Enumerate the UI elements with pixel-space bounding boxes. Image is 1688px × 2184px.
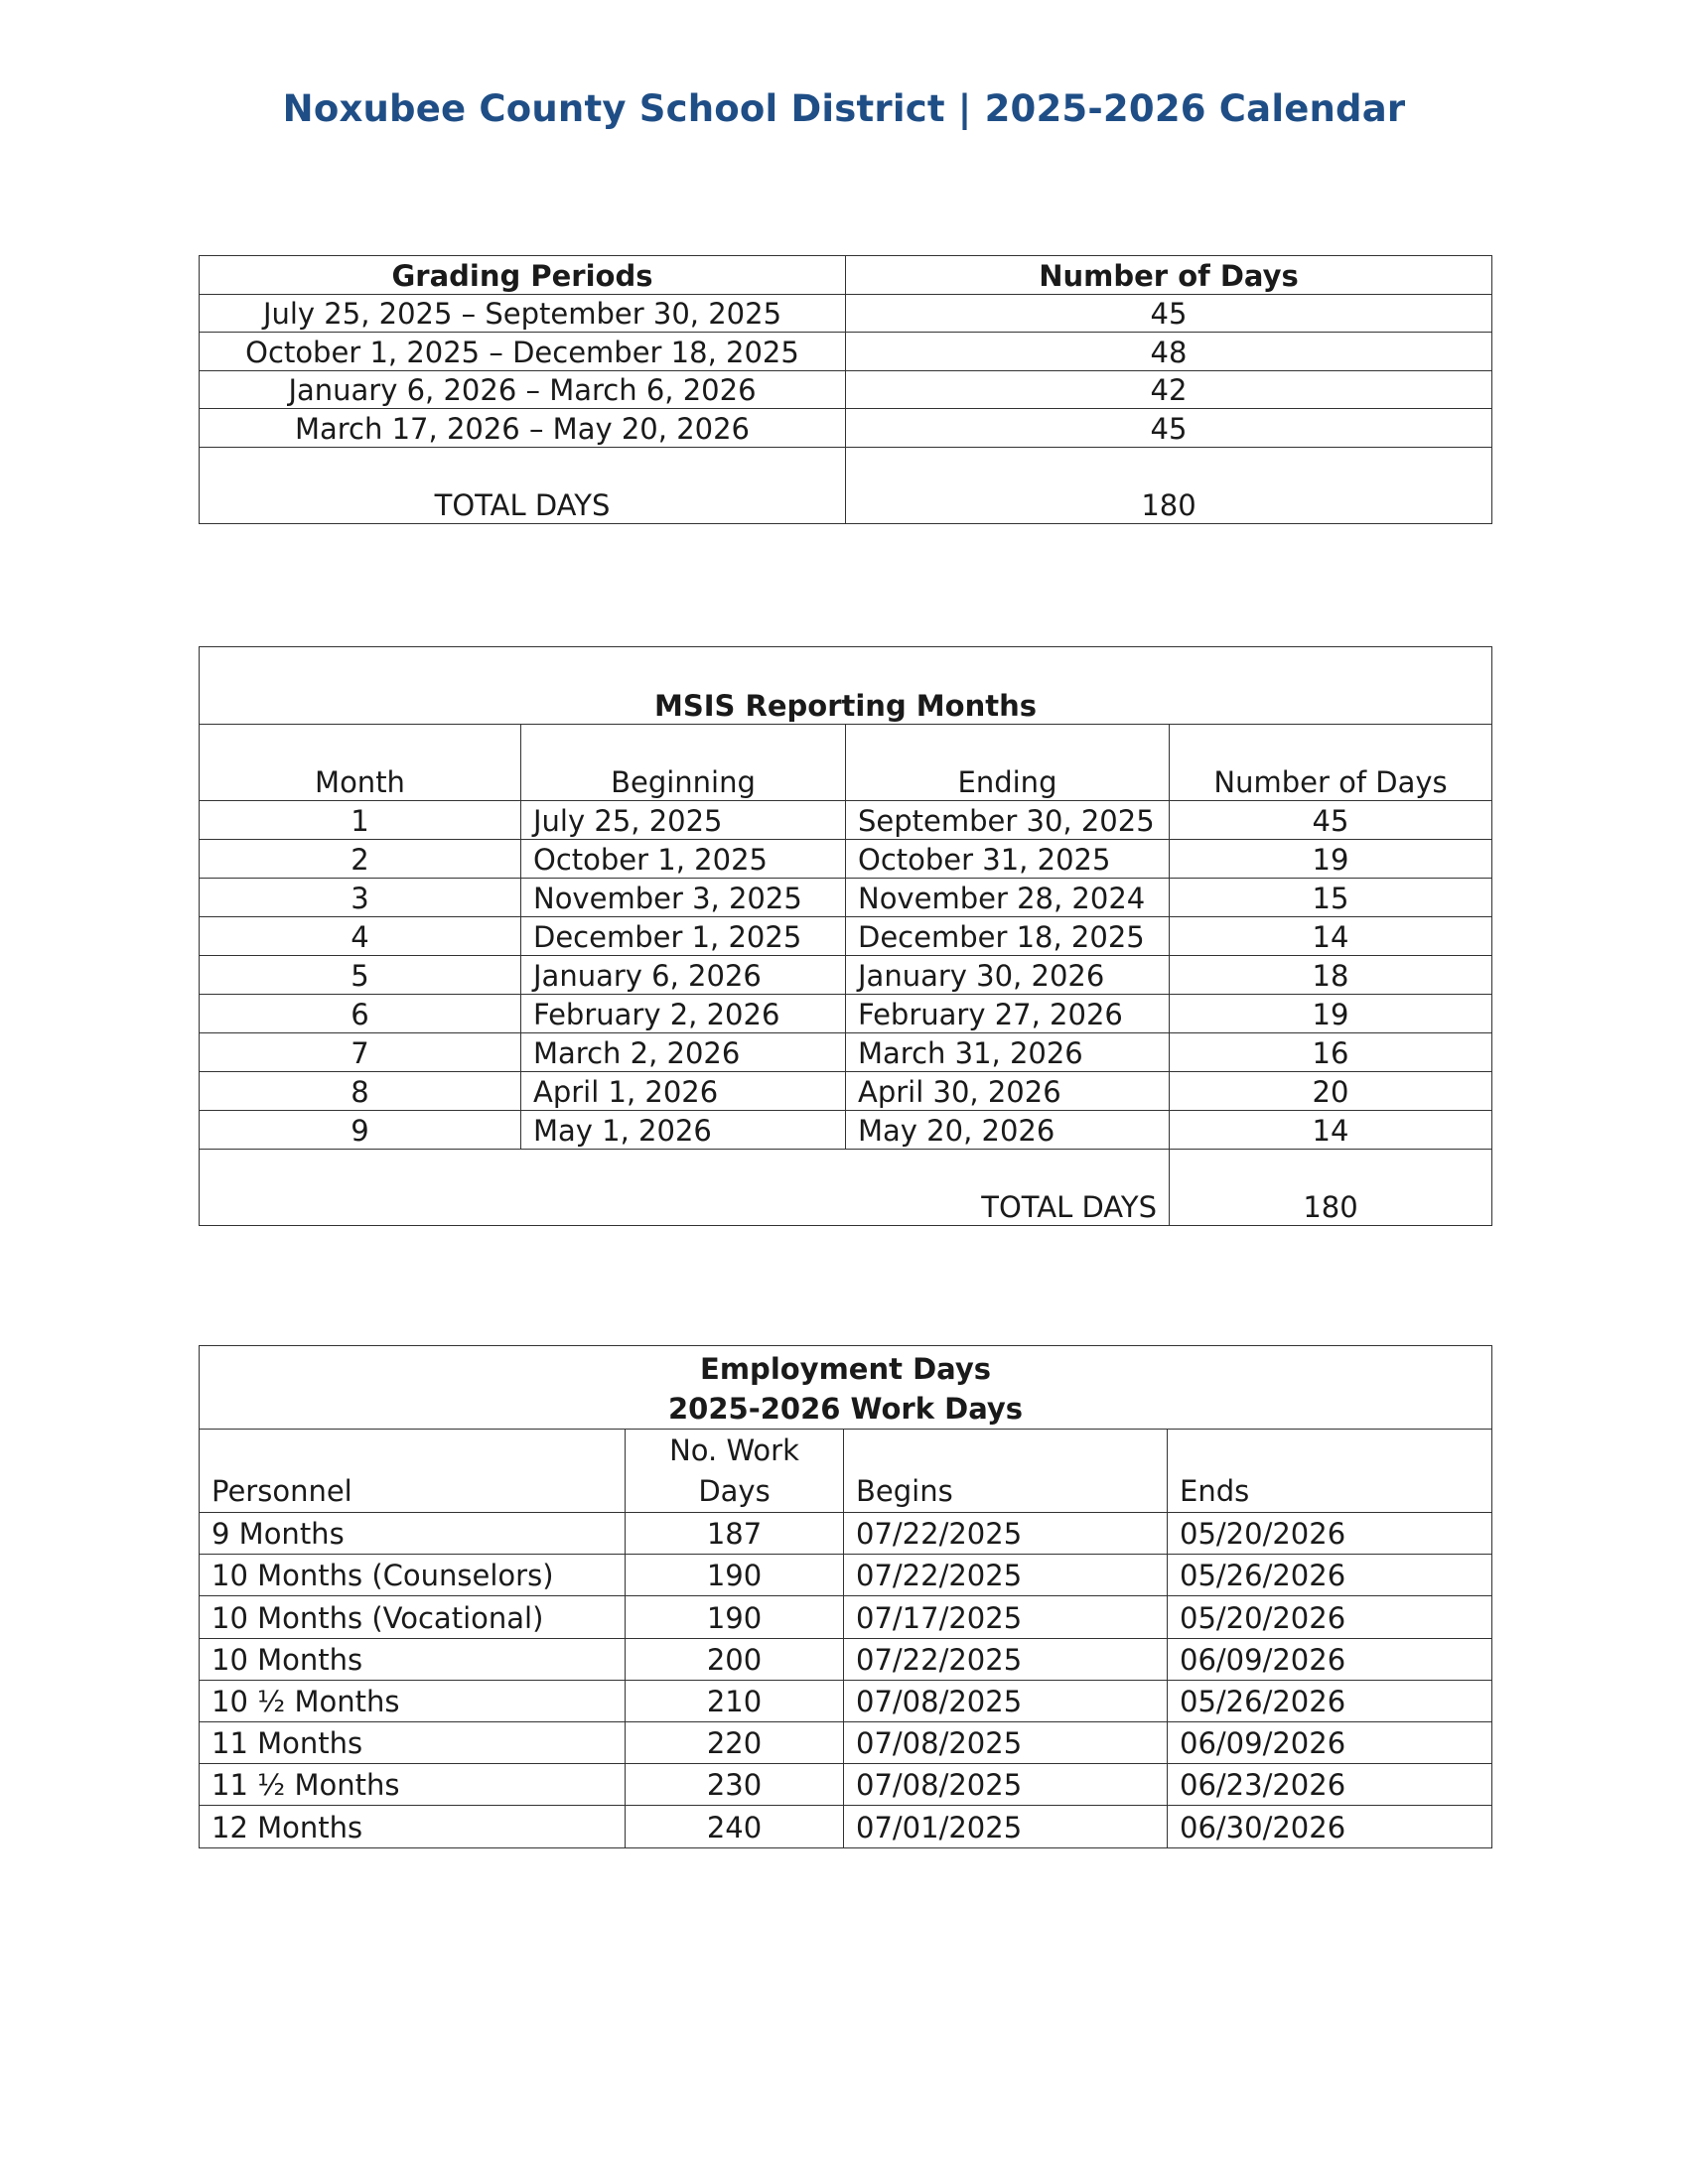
table-row: [200, 956, 1492, 995]
table-title: MSIS Reporting Months: [200, 647, 1492, 725]
days-cell: 14: [1170, 1111, 1492, 1150]
grading-period-cell: July 25, 2025 – September 30, 2025: [200, 294, 846, 333]
total-row: [200, 1150, 1492, 1226]
column-header: Beginning: [521, 725, 846, 801]
column-header: Ends: [1168, 1430, 1492, 1513]
column-header: Grading Periods: [200, 256, 846, 295]
personnel-cell: 10 Months (Counselors): [200, 1555, 626, 1596]
grading-period-cell: March 17, 2026 – May 20, 2026: [200, 409, 846, 448]
days-cell: 45: [846, 409, 1492, 448]
table-row: [200, 1721, 1492, 1763]
table-row: [200, 879, 1492, 917]
total-value: 180: [846, 447, 1492, 523]
employment-days-table: [199, 1345, 1492, 1848]
work-days-cell: 190: [626, 1596, 844, 1638]
column-header: [626, 1430, 844, 1513]
table-row: [200, 1111, 1492, 1150]
table-title-row: [200, 1346, 1492, 1430]
table-row: [200, 1072, 1492, 1111]
column-header: Ending: [846, 725, 1170, 801]
ends-cell: 05/20/2026: [1168, 1513, 1492, 1555]
total-value: 180: [1170, 1150, 1492, 1226]
days-cell: 14: [1170, 917, 1492, 956]
ends-cell: 06/30/2026: [1168, 1806, 1492, 1847]
personnel-cell: 10 ½ Months: [200, 1680, 626, 1721]
table-title: [200, 1346, 1492, 1430]
days-cell: 16: [1170, 1033, 1492, 1072]
table-title-row: [200, 647, 1492, 725]
column-header: Number of Days: [1170, 725, 1492, 801]
ends-cell: 05/20/2026: [1168, 1596, 1492, 1638]
days-cell: 45: [1170, 801, 1492, 840]
column-header-line: No. Work: [669, 1433, 799, 1467]
total-label: TOTAL DAYS: [200, 1150, 1170, 1226]
msis-reporting-table: [199, 646, 1492, 1226]
table-row: [200, 294, 1492, 333]
month-cell: 3: [200, 879, 521, 917]
days-cell: 45: [846, 294, 1492, 333]
month-cell: 9: [200, 1111, 521, 1150]
work-days-cell: 200: [626, 1638, 844, 1680]
ends-cell: 05/26/2026: [1168, 1555, 1492, 1596]
begins-cell: 07/08/2025: [844, 1764, 1168, 1806]
table-row: [200, 801, 1492, 840]
beginning-cell: April 1, 2026: [521, 1072, 846, 1111]
begins-cell: 07/22/2025: [844, 1513, 1168, 1555]
beginning-cell: January 6, 2026: [521, 956, 846, 995]
table-row: [200, 409, 1492, 448]
personnel-cell: 10 Months: [200, 1638, 626, 1680]
table-row: [200, 1555, 1492, 1596]
total-label: TOTAL DAYS: [200, 447, 846, 523]
table-row: [200, 1638, 1492, 1680]
table-title-line: Employment Days: [700, 1351, 991, 1386]
table-header-row: [200, 256, 1492, 295]
table-row: [200, 1806, 1492, 1847]
table-header-row: [200, 725, 1492, 801]
column-header-line: Days: [698, 1474, 771, 1508]
table-row: [200, 840, 1492, 879]
personnel-cell: 11 ½ Months: [200, 1764, 626, 1806]
days-cell: 19: [1170, 840, 1492, 879]
table-row: [200, 917, 1492, 956]
days-cell: 18: [1170, 956, 1492, 995]
begins-cell: 07/08/2025: [844, 1721, 1168, 1763]
column-header: Personnel: [200, 1430, 626, 1513]
column-header: Number of Days: [846, 256, 1492, 295]
ending-cell: April 30, 2026: [846, 1072, 1170, 1111]
begins-cell: 07/22/2025: [844, 1638, 1168, 1680]
column-header: Begins: [844, 1430, 1168, 1513]
begins-cell: 07/01/2025: [844, 1806, 1168, 1847]
work-days-cell: 230: [626, 1764, 844, 1806]
ending-cell: March 31, 2026: [846, 1033, 1170, 1072]
days-cell: 20: [1170, 1072, 1492, 1111]
month-cell: 8: [200, 1072, 521, 1111]
ending-cell: November 28, 2024: [846, 879, 1170, 917]
personnel-cell: 11 Months: [200, 1721, 626, 1763]
ends-cell: 06/09/2026: [1168, 1638, 1492, 1680]
personnel-cell: 10 Months (Vocational): [200, 1596, 626, 1638]
month-cell: 4: [200, 917, 521, 956]
days-cell: 19: [1170, 995, 1492, 1033]
ends-cell: 06/09/2026: [1168, 1721, 1492, 1763]
days-cell: 42: [846, 370, 1492, 409]
beginning-cell: February 2, 2026: [521, 995, 846, 1033]
beginning-cell: March 2, 2026: [521, 1033, 846, 1072]
work-days-cell: 210: [626, 1680, 844, 1721]
begins-cell: 07/08/2025: [844, 1680, 1168, 1721]
month-cell: 7: [200, 1033, 521, 1072]
table-row: [200, 1033, 1492, 1072]
table-row: [200, 1596, 1492, 1638]
column-header: Month: [200, 725, 521, 801]
month-cell: 1: [200, 801, 521, 840]
grading-period-cell: January 6, 2026 – March 6, 2026: [200, 370, 846, 409]
beginning-cell: October 1, 2025: [521, 840, 846, 879]
beginning-cell: December 1, 2025: [521, 917, 846, 956]
ending-cell: September 30, 2025: [846, 801, 1170, 840]
table-row: [200, 333, 1492, 371]
personnel-cell: 9 Months: [200, 1513, 626, 1555]
table-row: [200, 1513, 1492, 1555]
ending-cell: December 18, 2025: [846, 917, 1170, 956]
beginning-cell: May 1, 2026: [521, 1111, 846, 1150]
days-cell: 15: [1170, 879, 1492, 917]
personnel-cell: 12 Months: [200, 1806, 626, 1847]
ending-cell: February 27, 2026: [846, 995, 1170, 1033]
ends-cell: 06/23/2026: [1168, 1764, 1492, 1806]
table-subtitle-line: 2025-2026 Work Days: [668, 1391, 1024, 1426]
total-row: [200, 447, 1492, 523]
ending-cell: May 20, 2026: [846, 1111, 1170, 1150]
ends-cell: 05/26/2026: [1168, 1680, 1492, 1721]
work-days-cell: 190: [626, 1555, 844, 1596]
work-days-cell: 187: [626, 1513, 844, 1555]
work-days-cell: 220: [626, 1721, 844, 1763]
grading-period-cell: October 1, 2025 – December 18, 2025: [200, 333, 846, 371]
page-title: Noxubee County School District | 2025-2026 Calendar: [282, 87, 1406, 130]
begins-cell: 07/22/2025: [844, 1555, 1168, 1596]
beginning-cell: November 3, 2025: [521, 879, 846, 917]
month-cell: 5: [200, 956, 521, 995]
work-days-cell: 240: [626, 1806, 844, 1847]
ending-cell: October 31, 2025: [846, 840, 1170, 879]
month-cell: 2: [200, 840, 521, 879]
table-row: [200, 370, 1492, 409]
table-row: [200, 1680, 1492, 1721]
ending-cell: January 30, 2026: [846, 956, 1170, 995]
table-row: [200, 1764, 1492, 1806]
days-cell: 48: [846, 333, 1492, 371]
beginning-cell: July 25, 2025: [521, 801, 846, 840]
table-header-row: [200, 1430, 1492, 1513]
begins-cell: 07/17/2025: [844, 1596, 1168, 1638]
table-row: [200, 995, 1492, 1033]
month-cell: 6: [200, 995, 521, 1033]
grading-periods-table: [199, 255, 1492, 524]
